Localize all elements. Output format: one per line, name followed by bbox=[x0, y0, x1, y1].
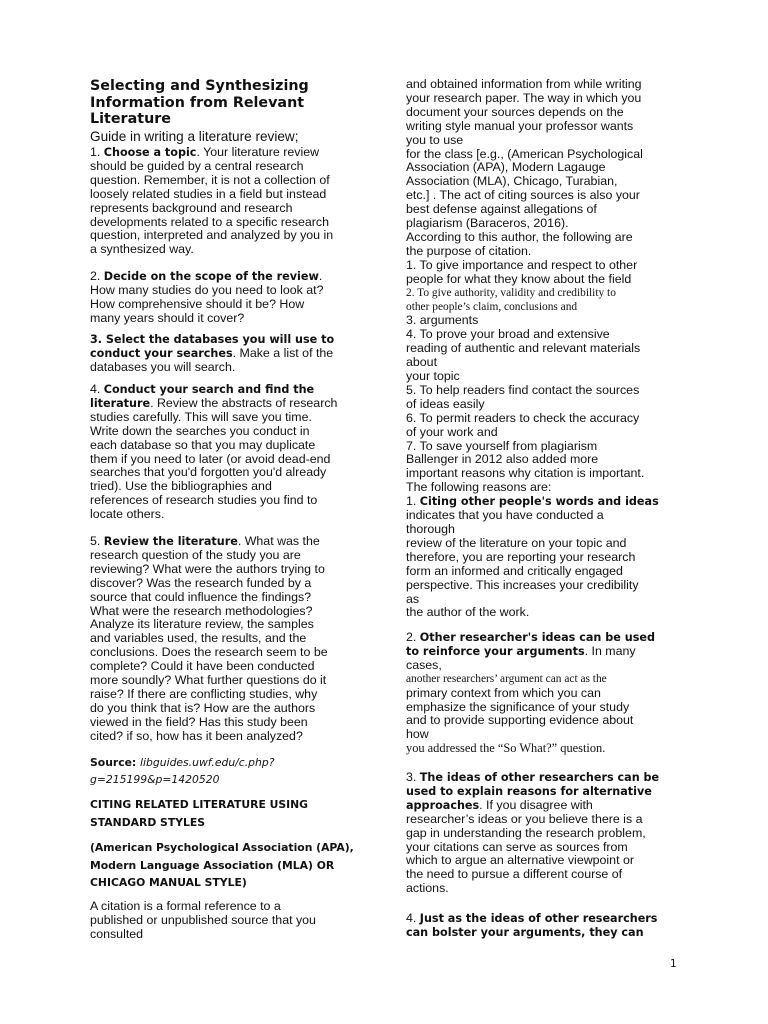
step-choose-topic: 1. Choose a topic. Your literature review should be guided by a central research question. Remember, it is not a collection of loosely related studies in a field but instead represents background and research developments related to a specific research question, interpreted and analyzed by you in a synthesized way. bbox=[90, 145, 334, 257]
reason-bolster: 4. Just as the ideas of other researchers can bolster your arguments, they can bbox=[406, 911, 658, 939]
reason-reinforce: 2. Other researcher's ideas can be used to reinforce your arguments. In many cases, another researchers’ argument can act as the primary context from which you can emphasize the significance of your study and to provide supporting evidence about how you addressed the “So What?” question. bbox=[406, 630, 655, 756]
citing-heading: CITING RELATED LITERATURE USING STANDARD STYLES bbox=[90, 798, 309, 829]
document-subtitle: Guide in writing a literature review; bbox=[90, 129, 299, 144]
citation-intro-continued: and obtained information from while writing your research paper. The way in which you document your sources depends on the writing style manual your professor wants you to use for the class [e.g., (American Psychological Association (APA), Modern Lagauge Association (MLA), Chicago, Turabian, etc.] . The act of citing sources is also your best defense against allegations of plagiarism (Baraceros, 2016). According to this author, the following are the purpose of citation. 1. To give importance and respect to other people for what they know about the field 2. To give authority, validity and credibility to other people’s claim, conclusions and 3. arguments 4. To prove your broad and extensive reading of authentic and relevant materials about your topic 5. To help readers find contact the sources of ideas easily 6. To permit readers to check the accuracy of your work and 7. To save yourself from plagiarism Ballenger in 2012 also added more important reasons why citation is important. The following reasons are: 1. Citing other people's words and ideas indicates that you have conducted a thorough review of the literature on your topic and therefore, you are reporting your research form an informed and critically engaged perspective. This increases your credibility as the author of the work. bbox=[406, 77, 659, 620]
citation-intro: A citation is a formal reference to a published or unpublished source that you consulted bbox=[90, 899, 316, 941]
styles-heading: (American Psychological Association (APA), Modern Language Association (MLA) OR CHICAGO MANUAL STYLE) bbox=[90, 841, 354, 889]
source-reference: Source: libguides.uwf.edu/c.php? g=215199&p=1420520 bbox=[90, 756, 275, 786]
document-title: Selecting and Synthesizing Information from Relevant Literature bbox=[90, 78, 309, 128]
step-search: 4. Conduct your search and find the literature. Review the abstracts of research studies carefully. This will save you time. Write down the searches you conduct in each database so that you may duplicate them if you need to later (or avoid dead-end searches that you'd forgotten you'd already tried). Use the bibliographies and references of research studies you find to locate others. bbox=[90, 382, 338, 522]
reason-alternative: 3. The ideas of other researchers can be used to explain reasons for alternative approaches. If you disagree with researcher’s ideas or you believe there is a gap in understanding the research problem, your citations can serve as sources from which to argue an alternative viewpoint or the need to pursue a different course of actions. bbox=[406, 770, 660, 896]
step-scope: 2. Decide on the scope of the review. How many studies do you need to look at? How comprehensive should it be? How many years should it cover? bbox=[90, 269, 324, 325]
page-number: 1 bbox=[670, 958, 677, 970]
step-review: 5. Review the literature. What was the research question of the study you are reviewing? What were the authors trying to discover? Was the research funded by a source that could influence the findings? What were the research methodologies? Analyze its literature review, the samples and variables used, the results, and the conclusions. Does the research seem to be complete? Could it have been conducted more soundly? What further questions do it raise? If there are conflicting studies, why do you think that is? How are the authors viewed in the field? Has this study been cited? if so, how has it been analyzed? bbox=[90, 534, 328, 743]
step-databases: 3. Select the databases you will use to conduct your searches. Make a list of the databases you will search. bbox=[90, 333, 335, 374]
